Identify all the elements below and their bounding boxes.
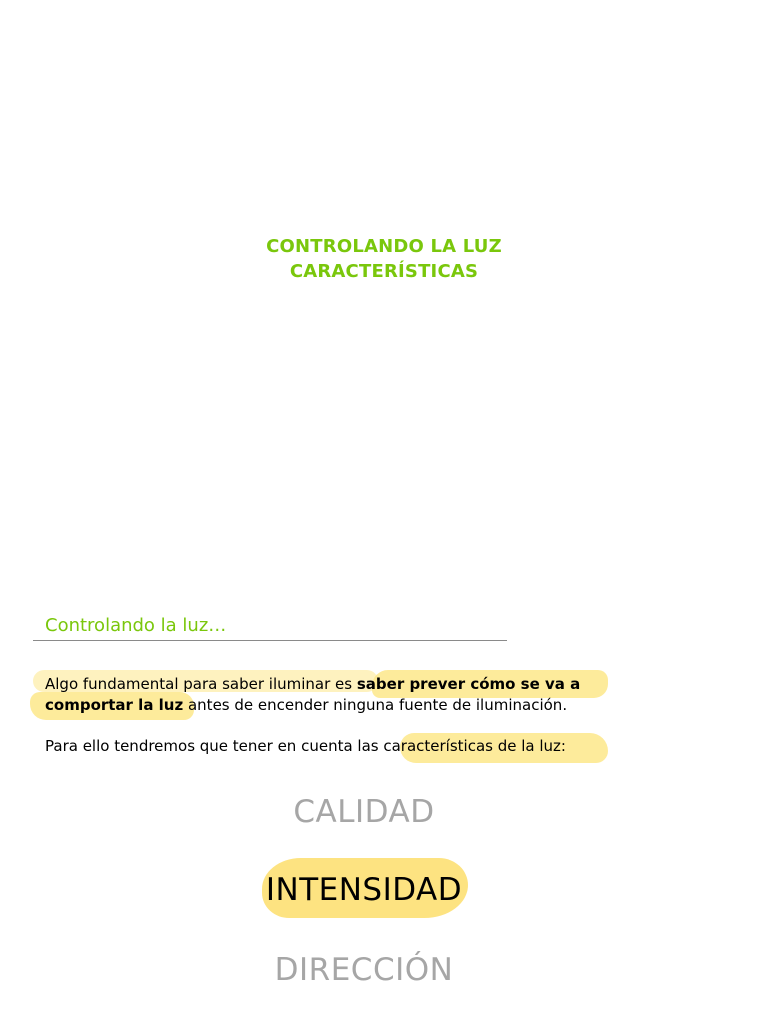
section-heading: Controlando la luz… [45, 615, 227, 636]
characteristics-intro-text-b: características de la luz: [383, 737, 566, 755]
characteristic-calidad[interactable]: CALIDAD [293, 794, 435, 830]
intro-paragraph [45, 674, 645, 716]
characteristic-direccion[interactable]: DIRECCIÓN [274, 952, 454, 988]
slide-title [0, 234, 768, 284]
characteristics-intro-text-a: Para ello tendremos que tener en cuenta las [45, 737, 384, 755]
intro-bold-b: comportar la luz [45, 696, 184, 714]
intro-text-a: Algo fundamental para saber iluminar es [45, 675, 357, 693]
intro-bold-a: saber prever cómo se va a [356, 675, 581, 693]
intro-text-b: antes de encender ninguna fuente de iluminación. [183, 696, 568, 714]
characteristic-intensidad[interactable]: INTENSIDAD [265, 872, 463, 908]
section-divider [33, 640, 507, 641]
title-line-1: CONTROLANDO LA LUZ [266, 236, 502, 257]
characteristics-intro [45, 736, 645, 757]
title-line-2: CARACTERÍSTICAS [289, 261, 479, 282]
